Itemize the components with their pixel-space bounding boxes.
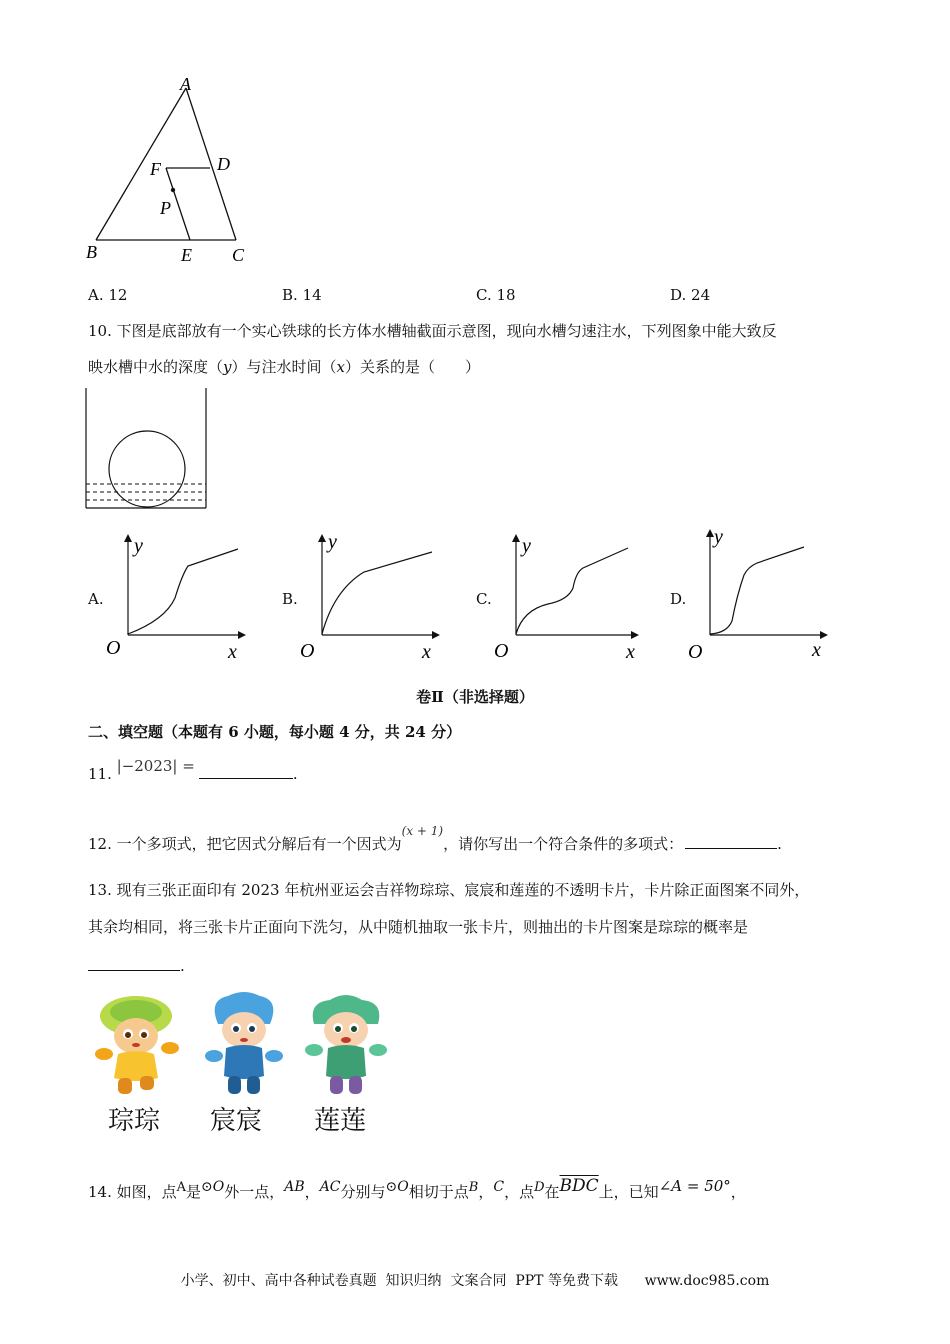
svg-text:O: O <box>300 640 315 662</box>
q12: 12. 一个多项式，把它因式分解后有一个因式为$^{(x + 1)}$，请你写出一个符合条件的多项式： . <box>88 824 782 853</box>
svg-text:x: x <box>812 639 821 661</box>
mascot-label-congcong: 琮琮 <box>108 1106 161 1136</box>
svg-text:y: y <box>328 531 337 553</box>
q13-line3: . <box>88 954 185 976</box>
q10-graph-d <box>682 525 832 665</box>
q9-option-b: B. 14 <box>282 286 322 304</box>
q13-line2: 其余均相同，将三张卡片正面向下洗匀，从中随机抽取一张卡片，则抽出的卡片图案是琮琮的概率是 <box>88 918 749 936</box>
q12-answer-blank <box>685 832 777 849</box>
q10-tank-figure <box>84 388 210 512</box>
q10-graph-b <box>294 530 444 665</box>
q12-factor: (x + 1) <box>401 824 444 838</box>
svg-text:O: O <box>494 640 509 662</box>
q10-graph-b-label: B. <box>282 590 298 608</box>
q10-line2: 映水槽中水的深度（y）与注水时间（x）关系的是（ ） <box>88 358 480 376</box>
svg-text:y: y <box>134 535 143 557</box>
q9-option-a: A. 12 <box>88 286 128 304</box>
label-B: B <box>86 242 97 262</box>
label-D: D <box>217 154 230 174</box>
q13-line1: 13. 现有三张正面印有 2023 年杭州亚运会吉祥物琮琮、宸宸和莲莲的不透明卡片，卡片除正面图案不同外， <box>88 881 810 899</box>
q10-graph-c <box>488 530 643 665</box>
q10-graph-d-label: D. <box>670 590 687 608</box>
label-C: C <box>232 245 245 265</box>
mascot-label-chenchen: 宸宸 <box>210 1106 263 1136</box>
label-F: F <box>150 159 161 179</box>
svg-text:y: y <box>714 526 723 548</box>
q10-graph-a <box>100 530 250 665</box>
svg-text:O: O <box>106 637 121 659</box>
mascot-chenchen-image <box>198 990 290 1100</box>
q14-line1: 14. 如图，点A是⊙O外一点，AB，AC分别与⊙O相切于点B，C，点D在$\overline{BDC}$上，已知∠A = 50°， <box>88 1176 746 1201</box>
svg-text:O: O <box>688 641 703 663</box>
svg-text:x: x <box>422 641 431 663</box>
svg-text:x: x <box>228 641 237 663</box>
svg-text:x: x <box>626 641 635 663</box>
q10-line1: 10. 下图是底部放有一个实心铁球的长方体水槽轴截面示意图，现向水槽匀速注水，下列图象中能大致反 <box>88 322 777 340</box>
q13-answer-blank <box>88 954 180 971</box>
mascot-label-lianlian: 莲莲 <box>314 1106 367 1136</box>
q10-graph-a-label: A. <box>88 590 104 608</box>
q10-graph-c-label: C. <box>476 590 492 608</box>
q14-arc-bdc: $\overline{BDC}$ <box>559 1176 599 1196</box>
mascot-congcong-image <box>90 992 182 1100</box>
q9-option-c: C. 18 <box>476 286 516 304</box>
page-footer: 小学、初中、高中各种试卷真题 知识归纳 文案合同 PPT 等免费下载 www.doc985.com <box>180 1273 770 1289</box>
part2-title: 卷Ⅱ（非选择题） <box>416 688 534 706</box>
q9-option-d: D. 24 <box>670 286 711 304</box>
q11-answer-blank <box>199 762 293 779</box>
q11: 11. |−2023| = . <box>88 757 298 783</box>
label-A: A <box>180 74 191 94</box>
mascot-lianlian-image <box>300 990 392 1100</box>
label-P: P <box>160 198 171 218</box>
svg-text:y: y <box>522 535 531 557</box>
q9-triangle-figure <box>80 70 270 270</box>
section-heading: 二、填空题（本题有 6 小题，每小题 4 分，共 24 分） <box>88 723 462 741</box>
q11-expression: |−2023| = <box>116 757 195 775</box>
label-E: E <box>181 245 192 265</box>
